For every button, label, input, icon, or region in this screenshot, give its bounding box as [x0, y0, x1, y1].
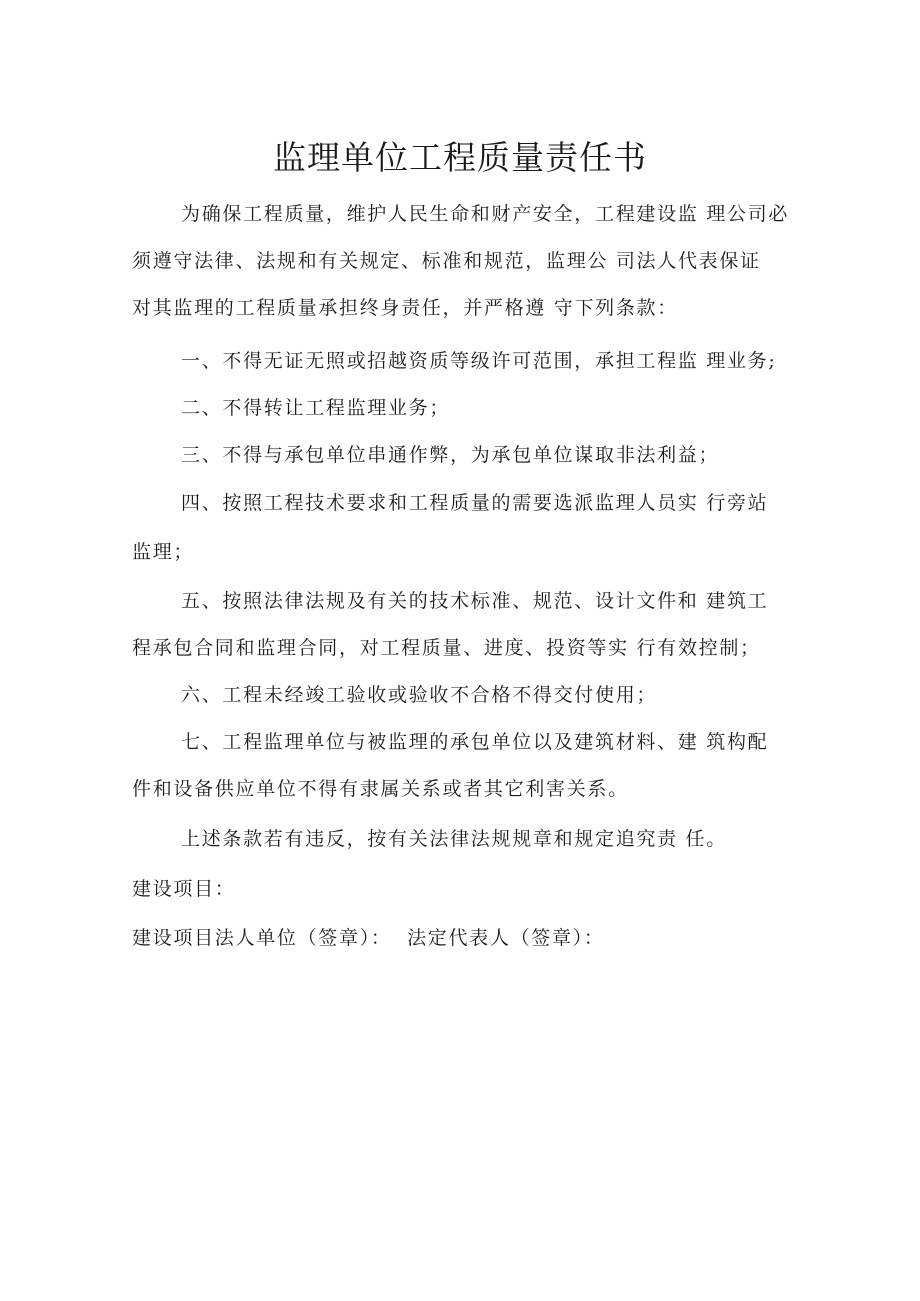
clause-5-line-2: 程承包合同和监理合同，对工程质量、进度、投资等实 行有效控制；	[132, 637, 761, 659]
document-title: 监理单位工程质量责任书	[273, 138, 647, 177]
clause-6: 六、工程未经竣工验收或验收不合格不得交付使用；	[181, 684, 658, 706]
clause-3: 三、不得与承包单位串通作弊，为承包单位谋取非法利益；	[181, 444, 720, 466]
clause-7-line-1: 七、工程监理单位与被监理的承包单位以及建筑材料、建 筑构配	[181, 731, 769, 753]
clause-2: 二、不得转让工程监理业务；	[181, 397, 451, 419]
intro-line-2: 须遵守法律、法规和有关规定、标准和规范，监理公 司法人代表保证	[132, 250, 761, 272]
clause-4-line-1: 四、按照工程技术要求和工程质量的需要选派监理人员实 行旁站	[181, 492, 769, 514]
clause-7-line-2: 件和设备供应单位不得有隶属关系或者其它利害关系。	[132, 778, 629, 800]
project-label: 建设项目：	[132, 878, 236, 900]
clause-5-line-1: 五、按照法律法规及有关的技术标准、规范、设计文件和 建筑工	[181, 590, 769, 612]
intro-line-1: 为确保工程质量，维护人民生命和财产安全，工程建设监 理公司必	[181, 203, 790, 225]
intro-line-3: 对其监理的工程质量承担终身责任，并严格遵 守下列条款：	[132, 297, 678, 319]
clause-1: 一、不得无证无照或招越资质等级许可范围，承担工程监 理业务;	[181, 350, 777, 372]
clause-4-line-2: 监理；	[132, 541, 195, 563]
closing-statement: 上述条款若有违反，按有关法律法规规章和规定追究责 任。	[181, 828, 727, 850]
signature-line: 建设项目法人单位（签章）： 法定代表人（签章）：	[132, 927, 605, 949]
